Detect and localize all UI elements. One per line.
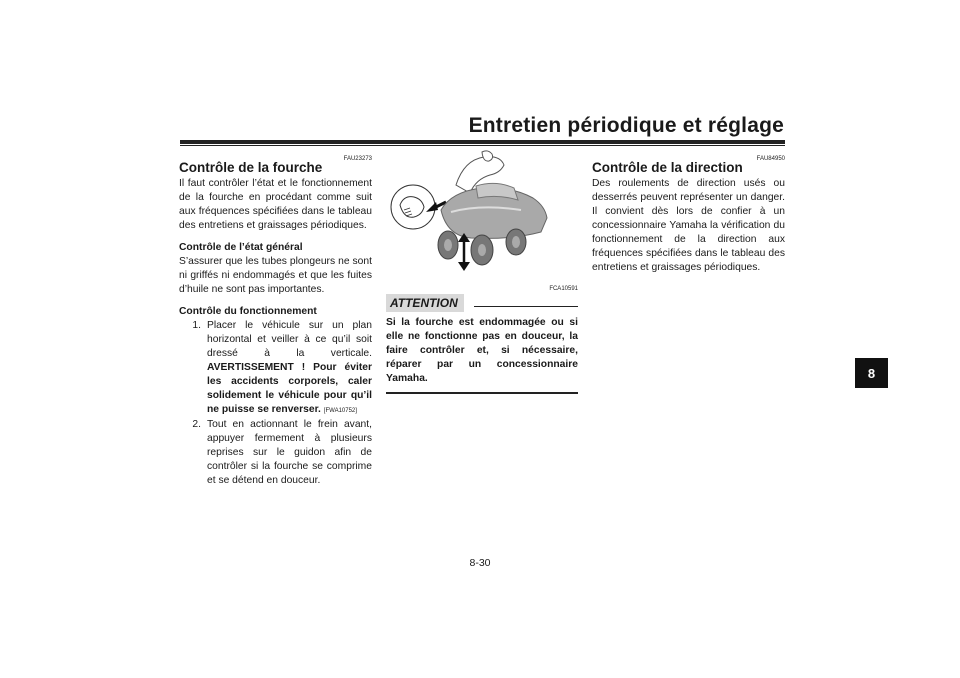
- header-rule-thin: [180, 145, 785, 146]
- warning-text: AVERTISSEMENT ! Pour éviter les accidents corporels, caler solidement le véhicule pour qu’il ne puisse se renverser.: [207, 362, 372, 415]
- step-text: Tout en actionnant le frein avant, appuyer fermement à plusieurs reprises sur le guidon afin de contrôler si la fourche se comprime et se détend en douceur.: [207, 419, 372, 486]
- scooter-illustration: [386, 150, 578, 275]
- section-title: Contrôle de la fourche: [179, 160, 323, 175]
- attention-box: [386, 294, 578, 394]
- header-rule: [180, 140, 785, 144]
- caution-code: FCA10591: [549, 286, 578, 292]
- list-item: 2. Tout en actionnant le frein avant, appuyer fermement à plusieurs reprises sur le guidon afin de contrôler si la fourche se comprime et se détend en douceur.: [192, 419, 372, 486]
- attention-label: ATTENTION: [386, 294, 464, 312]
- section-paragraph: Des roulements de direction usés ou desserrés peuvent représenter un danger. Il convient dès lors de confier à un concessionnaire Yamaha la vérification du fonctionnement de la direction aux fréquences spécifiées dans le tableau des entretiens et graissages périodiques.: [592, 178, 785, 273]
- chapter-tab: 8: [855, 358, 888, 388]
- subsection-title: Contrôle du fonctionnement: [179, 306, 317, 317]
- column-steering-check: [592, 150, 785, 275]
- subsection-paragraph: S’assurer que les tubes plongeurs ne sont ni griffés ni endommagés et que les fuites d’huile ne sont pas importantes.: [179, 256, 372, 295]
- attention-text: Si la fourche est endommagée ou si elle ne fonctionne pas en douceur, la faire contrôler et, si nécessaire, réparer par un concessionnaire Yamaha.: [386, 317, 578, 384]
- list-item: 1. Placer le véhicule sur un plan horizontal et veiller à ce qu’il soit dressé à la verticale. AVERTISSEMENT ! Pour éviter les accidents corporels, caler solidement le véhicule pour qu’il ne puisse se renverser. [FWA10752]: [192, 320, 372, 415]
- section-title: Contrôle de la direction: [592, 160, 743, 175]
- column-illustration: [386, 150, 578, 394]
- page-header-title: Entretien périodique et réglage: [468, 114, 784, 137]
- attention-rule: [474, 306, 578, 307]
- column-fork-check: [179, 150, 372, 488]
- steps-list: [179, 319, 372, 488]
- intro-paragraph: Il faut contrôler l’état et le fonctionnement de la fourche en procédant comme suit aux fréquences spécifiées dans le tableau des entretiens et graissages périodiques.: [179, 178, 372, 231]
- warning-code: [FWA10752]: [323, 408, 357, 414]
- section-code: FAU23273: [343, 156, 372, 162]
- section-code: FAU84950: [756, 156, 785, 162]
- subsection-title: Contrôle de l’état général: [179, 242, 303, 253]
- attention-bottom-rule: [386, 392, 578, 394]
- step-text: Placer le véhicule sur un plan horizontal et veiller à ce qu’il soit dressé à la verticale.: [207, 320, 372, 359]
- page-number: 8-30: [469, 557, 491, 569]
